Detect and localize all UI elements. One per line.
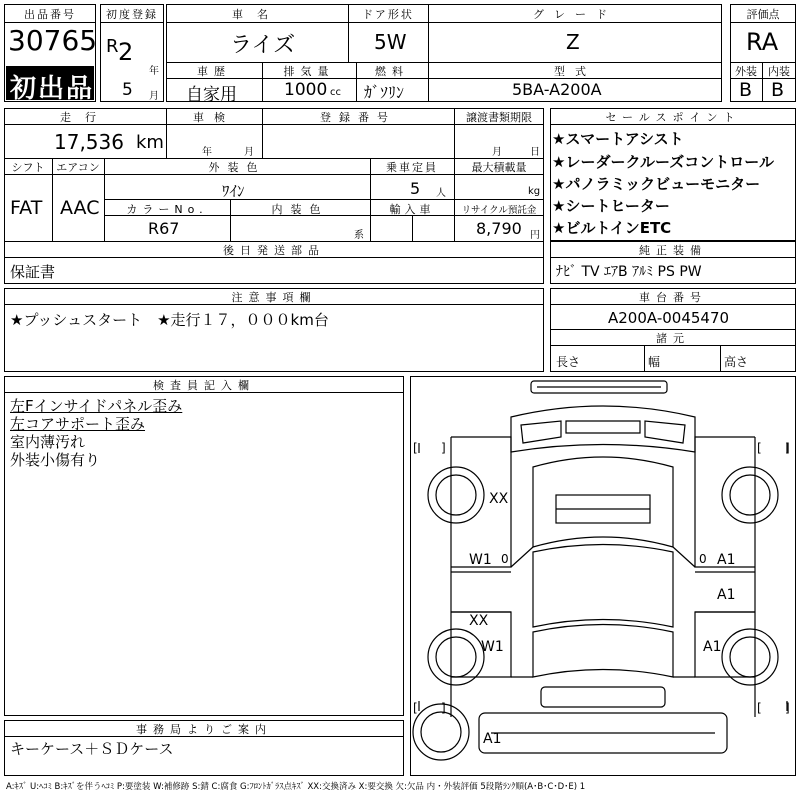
follow-parts-value: 保証書 [10,263,56,281]
capacity-value: 5 [410,179,421,198]
sales-point-item: ★レーダークルーズコントロール [552,153,774,171]
int-color-unit: 系 [354,230,364,241]
mileage-unit: km [136,132,164,153]
recycle-unit: 円 [530,230,540,241]
ext-color-label: 外装色 [208,161,266,174]
width-label: 幅 [648,355,661,369]
era-prefix: R [106,36,119,57]
sales-point-item: ★スマートアシスト [552,130,684,148]
inspection-year-unit: 年 [202,147,212,158]
chassis-label: 車台番号 [639,291,707,304]
month-value: 5 [122,80,133,100]
inspection-label: 車検 [193,111,235,124]
displacement-value: 1000 [284,80,328,100]
year-value: 2 [118,38,134,66]
ac-value: AAC [60,197,100,219]
sales-points-label: セールスポイント [605,111,741,124]
transfer-label: 譲渡書類期限 [466,111,532,124]
inspector-line: 室内薄汚れ [10,433,86,451]
roof [533,545,673,628]
first-reg-label: 初度登録 [106,8,158,21]
interior-label: 内装 [768,65,790,78]
displacement-label: 排気量 [283,65,335,78]
ac-label: エアコン [56,161,100,174]
sales-point-item: ★パノラミックビューモニター [552,175,761,193]
plate-label: 登録番号 [320,111,396,124]
interior-grade: B [771,79,785,101]
lot-number: 30765 [8,24,98,57]
height-label: 高さ [724,355,749,369]
door-label: ドア形状 [362,8,414,21]
mark-left-xx-rear: XX [469,613,489,629]
displacement-unit: cc [330,87,341,98]
mark-left-w1-rear: W1 [481,639,504,655]
load-label: 最大積載量 [471,161,527,174]
bracket-right-top: [ [757,441,762,455]
equipment-label: 純正装備 [639,244,707,257]
notes-label: 注意事項欄 [231,291,317,304]
bracket-left-bottom2: ] [441,701,446,715]
grade-value: Z [566,30,580,54]
mark-right-a1-mid: A1 [717,587,736,603]
color-no-label: カラーNo. [126,203,208,216]
load-unit: kg [528,186,541,197]
ext-color-value: ﾜｲﾝ [222,182,245,200]
model-label: 型式 [554,65,596,78]
exterior-grade: B [739,79,753,101]
bracket-right-bottom: [ [757,701,762,715]
fuel-label: 燃料 [375,65,409,78]
car-diagram [410,376,796,776]
inspection-month-unit: 月 [244,147,254,158]
length-label: 長さ [556,355,581,369]
history-label: 車歴 [197,65,231,78]
exterior-label: 外装 [735,65,757,78]
fuel-value: ｶﾞｿﾘﾝ [364,83,405,102]
inspector-line: 外装小傷有り [10,451,101,469]
bracket-left-top2: ] [441,441,446,455]
shift-value: FAT [10,197,43,219]
mark-left-w1-front: W1 [469,552,492,568]
capacity-label: 乗車定員 [386,161,438,174]
grade-label: グレード [533,8,617,21]
score-value: RA [746,28,779,56]
mark-bottom-a1: A1 [483,731,502,747]
office-label: 事務局よりご案内 [136,723,272,736]
mileage-label: 走行 [60,111,110,124]
mark-right-a1-rear: A1 [703,639,722,655]
rear-window [533,625,673,678]
import-label: 輸入車 [389,203,435,216]
office-value: キーケース＋ＳＤケース [10,740,174,758]
car-name: ライズ [230,33,296,58]
color-no-value: R67 [148,219,180,238]
mark-right-a1-front: A1 [717,552,736,568]
first-listing-label: 初出品 [10,74,95,104]
recycle-label: リサイクル預託金 [461,205,537,216]
inspector-line: 左Fインサイドパネル歪み [10,397,183,415]
legend: A:ｷｽﾞ U:ﾍｺﾐ B:ｷｽﾞを伴うﾍｺﾐ P:要塗装 W:補修跡 S:錆 C:腐食 G:ﾌﾛﾝﾄｶﾞﾗｽ点ｷｽﾞ XX:交換済み X:要交換 欠:欠品 内・外装評価 5段階ﾗﾝｸ順(A･B･C･D･E) 1 [6,782,586,792]
inspector-line: 左コアサポート歪み [10,415,146,433]
chassis-value: A200A-0045470 [608,309,730,327]
windshield [533,457,673,547]
zero-right-front: 0 [699,552,707,566]
bracket-right-bottom2: ] [785,701,790,715]
follow-parts-label: 後日発送部品 [223,244,325,257]
mark-front-xx: XX [489,491,509,507]
model-value: 5BA-A200A [512,80,602,99]
door-value: 5W [374,30,407,54]
mileage-value: 17,536 [54,130,124,154]
bracket-right-top2: ] [785,441,790,455]
transfer-month-unit: 月 [492,147,502,158]
year-unit: 年 [149,66,159,77]
notes-value: ★プッシュスタート ★走行１７，０００km台 [10,311,329,329]
lot-label: 出品番号 [24,8,76,21]
spec-label: 諸元 [656,332,690,345]
bracket-left-bottom: [ [413,701,418,715]
sales-point-item: ★ビルトインETC [552,219,672,237]
hood [511,406,695,452]
rear-hatch [541,687,665,707]
score-label: 評価点 [746,8,780,21]
int-color-label: 内装色 [271,203,329,216]
recycle-value: 8,790 [476,219,522,238]
inspector-label: 検査員記入欄 [153,379,255,392]
history-value: 自家用 [186,85,237,105]
month-unit: 月 [149,91,159,102]
car-name-label: 車名 [232,8,282,21]
zero-left-front: 0 [501,552,509,566]
capacity-unit: 人 [436,188,446,199]
sales-point-item: ★シートヒーター [552,197,670,215]
bracket-left-top: [ [413,441,418,455]
transfer-day-unit: 日 [530,147,540,158]
shift-label: シフト [11,161,45,174]
right-front-side [695,437,755,567]
equipment-value: ﾅﾋﾞ TV ｴｱB ｱﾙﾐ PS PW [556,264,702,280]
